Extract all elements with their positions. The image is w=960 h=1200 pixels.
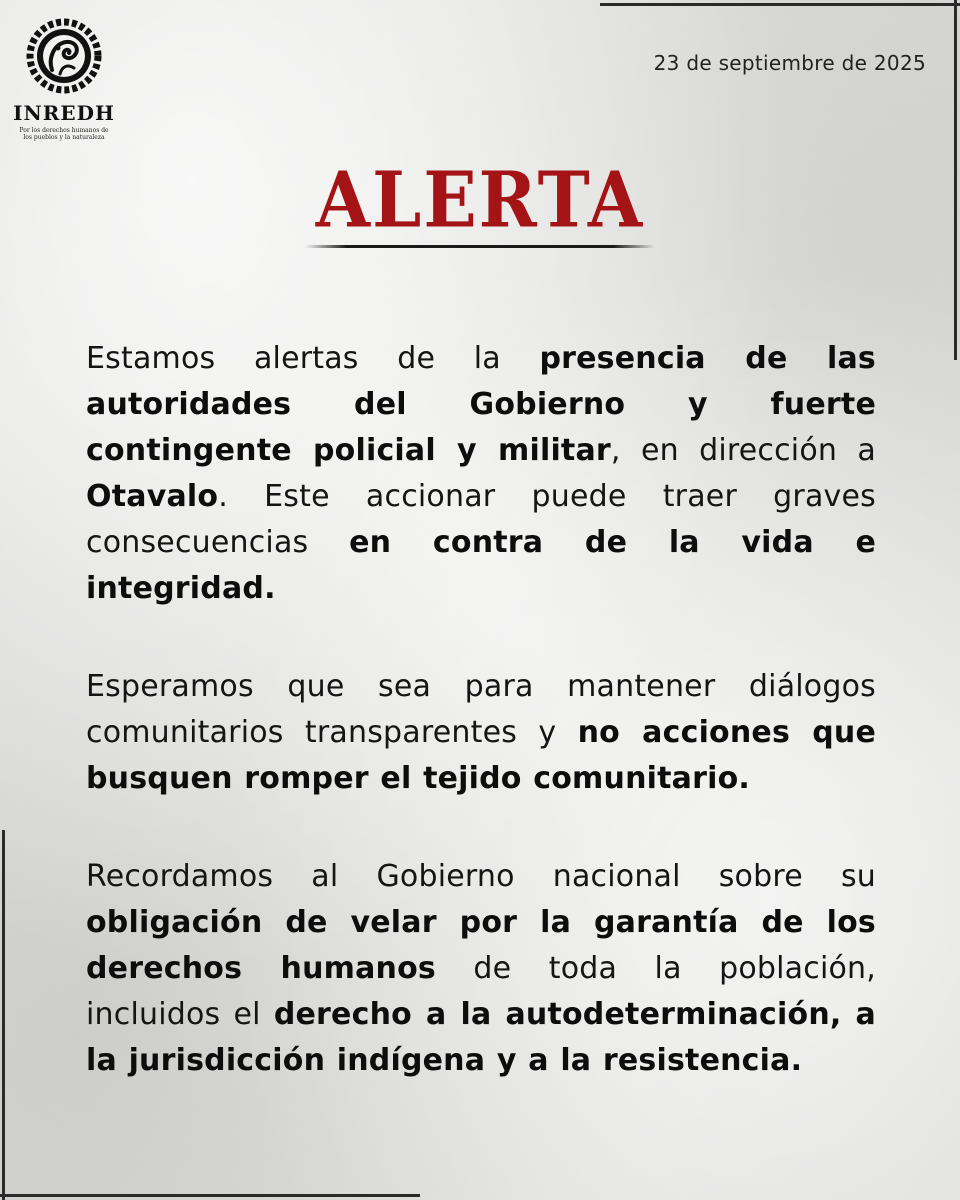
paragraph-1	[86, 336, 876, 612]
inredh-logo	[12, 14, 116, 144]
frame-corner-top	[600, 3, 960, 6]
logo-name: INREDH	[13, 101, 115, 125]
publication-date: 23 de septiembre de 2025	[653, 51, 926, 75]
text-segment: de toda la población, incluidos el	[86, 951, 876, 1032]
text-segment: Esperamos que sea para mantener diálogos comunitarios transparentes y	[86, 669, 876, 750]
paragraph-2	[86, 664, 876, 802]
paragraph-3	[86, 854, 876, 1084]
bold-text-segment: en contra de la vida e integridad.	[86, 525, 876, 606]
text-segment: , en dirección a	[610, 433, 876, 468]
title-underline	[305, 245, 655, 248]
bold-text-segment: Otavalo	[86, 479, 219, 514]
logo-tagline: Por los derechos humanos de los pueblos y la naturaleza	[19, 127, 109, 141]
text-segment: Recordamos al Gobierno nacional sobre su	[86, 859, 876, 894]
page-title: ALERTA	[315, 153, 645, 246]
bold-text-segment: no acciones que busquen romper el tejido comunitario.	[86, 715, 876, 796]
bold-text-segment: presencia de las autoridades del Gobierno y fuerte contingente policial y militar	[86, 341, 876, 468]
text-segment: Estamos alertas de la	[86, 341, 540, 376]
inredh-emblem-icon	[22, 14, 106, 98]
bold-text-segment: derecho a la autodeterminación, a la jurisdicción indígena y a la resistencia.	[86, 997, 876, 1078]
text-segment: . Este accionar puede traer graves consecuencias	[86, 479, 876, 560]
bold-text-segment: obligación de velar por la garantía de los derechos humanos	[86, 905, 876, 986]
frame-corner-bottom	[0, 1194, 420, 1197]
alert-body	[86, 336, 876, 1136]
frame-corner-left	[2, 830, 5, 1200]
